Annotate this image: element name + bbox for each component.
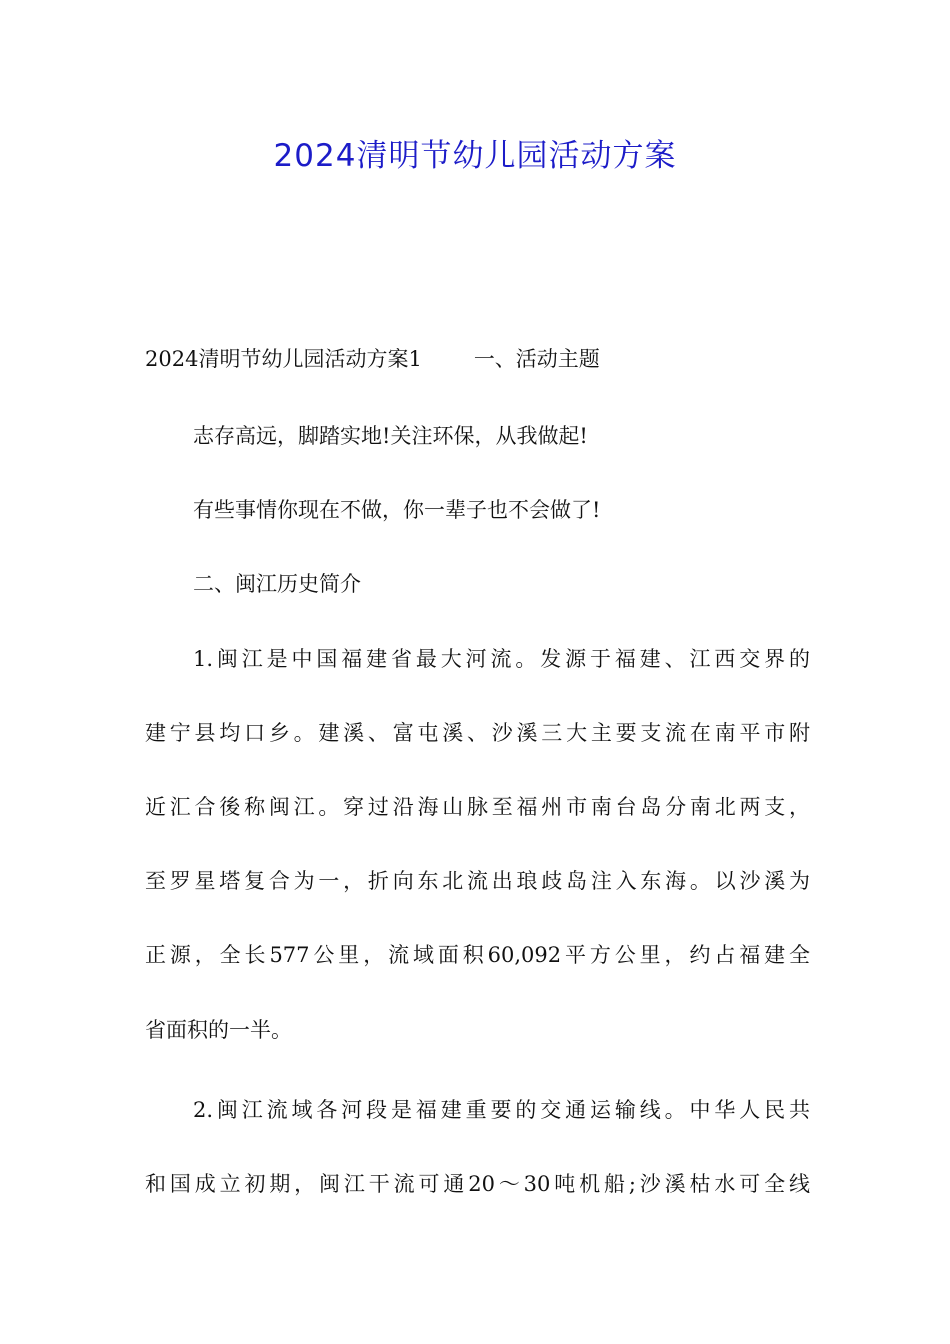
paragraph-line: 省面积的一半。 (145, 1018, 292, 1042)
paragraph-line: 有些事情你现在不做，你一辈子也不会做了! (193, 498, 601, 522)
section-heading: 二、闽江历史简介 (193, 572, 361, 596)
paragraph-line: 至罗星塔复合为一，折向东北流出琅歧岛注入东海。以沙溪为 (145, 869, 810, 893)
paragraph-line: 和国成立初期，闽江干流可通20～30吨机船;沙溪枯水可全线 (145, 1172, 810, 1196)
paragraph-line: 正源，全长577公里，流域面积60,092平方公里，约占福建全 (145, 943, 810, 967)
heading-line-part1: 2024清明节幼儿园活动方案1 (145, 347, 422, 371)
heading-line (145, 344, 810, 374)
paragraph-line: 2.闽江流域各河段是福建重要的交通运输线。中华人民共 (193, 1098, 810, 1122)
heading-line-part2: 一、活动主题 (473, 347, 600, 371)
document-title: 2024清明节幼儿园活动方案 (273, 138, 677, 174)
paragraph-line: 建宁县均口乡。建溪、富屯溪、沙溪三大主要支流在南平市附 (145, 721, 810, 745)
paragraph-line: 近汇合後称闽江。穿过沿海山脉至福州市南台岛分南北两支， (145, 795, 810, 819)
paragraph-line: 1.闽江是中国福建省最大河流。发源于福建、江西交界的 (193, 647, 810, 671)
paragraph-line: 志存高远，脚踏实地!关注环保，从我做起! (193, 424, 588, 448)
